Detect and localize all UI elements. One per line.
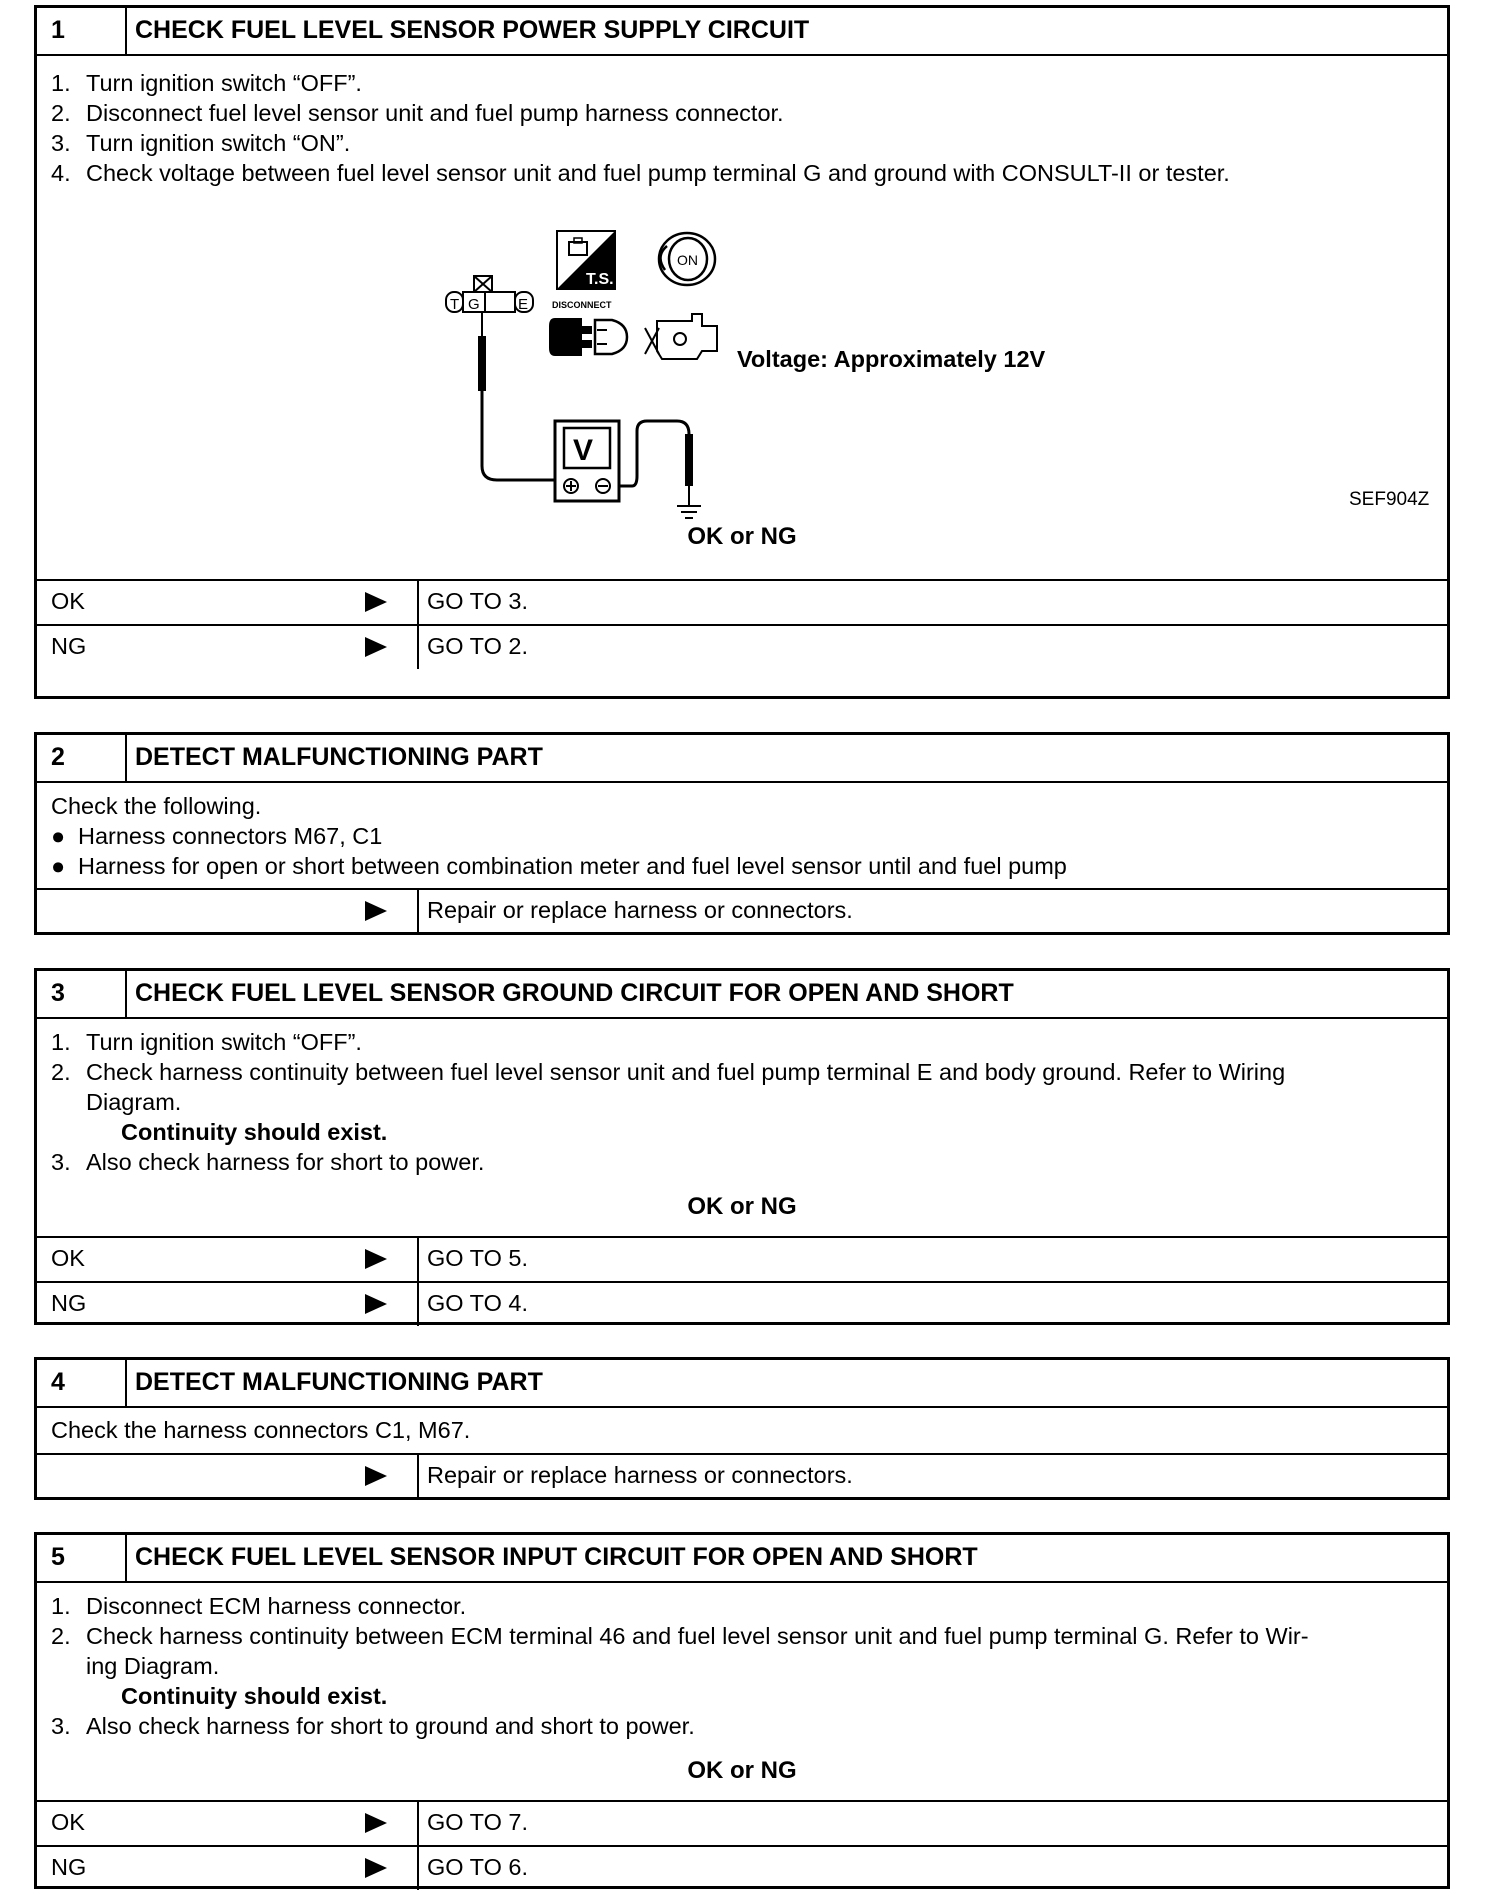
voltage-spec: Voltage: Approximately 12V xyxy=(737,346,1046,372)
arrow-icon xyxy=(365,1466,387,1486)
spec-text: Continuity should exist. xyxy=(121,1119,388,1145)
ok-or-ng-label: OK or NG xyxy=(687,1193,797,1220)
ok-or-ng-label: OK or NG xyxy=(687,1757,797,1784)
step-title: CHECK FUEL LEVEL SENSOR POWER SUPPLY CIRCUIT xyxy=(135,16,810,44)
step-body xyxy=(37,1408,1447,1453)
step-header xyxy=(37,735,1447,783)
result-label: OK xyxy=(51,1245,85,1271)
arrow-icon xyxy=(365,1858,387,1878)
step-number: 2 xyxy=(37,735,127,781)
instruction-item: 1. Turn ignition switch “OFF”. xyxy=(51,1029,362,1055)
arrow-icon xyxy=(365,1813,387,1833)
arrow-icon xyxy=(365,592,387,612)
result-action: GO TO 4. xyxy=(427,1290,528,1316)
step-body xyxy=(37,1583,1447,1800)
ground-symbol-icon xyxy=(677,506,701,518)
result-label: NG xyxy=(51,1854,87,1880)
result-label: NG xyxy=(51,1290,87,1316)
result-action: Repair or replace harness or connectors. xyxy=(427,897,853,923)
step-number: 4 xyxy=(37,1360,127,1406)
result-row xyxy=(37,1800,1447,1845)
step-2-box xyxy=(34,732,1450,935)
terminal-g: G xyxy=(468,296,480,313)
bullet-item: ● Harness connectors M67, C1 xyxy=(51,823,383,849)
ts-label: T.S. xyxy=(586,271,614,288)
instruction-item: 2. Disconnect fuel level sensor unit and fuel pump harness connector. xyxy=(51,100,784,126)
step-body xyxy=(37,1019,1447,1236)
instruction-item: 3. Also check harness for short to power. xyxy=(51,1149,485,1175)
terminal-t: T xyxy=(450,296,460,313)
key-on-label: ON xyxy=(677,252,698,268)
step-3-box xyxy=(34,968,1450,1325)
step-header xyxy=(37,8,1447,56)
result-row xyxy=(37,1845,1447,1890)
result-row xyxy=(37,1281,1447,1326)
disconnect-label: DISCONNECT xyxy=(552,300,612,310)
step-header xyxy=(37,1535,1447,1583)
disconnect-connector-icon xyxy=(549,318,627,356)
result-row xyxy=(37,624,1447,669)
step-header xyxy=(37,971,1447,1019)
step-5-box xyxy=(34,1532,1450,1889)
terminal-e: E xyxy=(518,296,529,313)
intro-text: Check the harness connectors C1, M67. xyxy=(51,1417,471,1443)
instruction-continuation: Diagram. xyxy=(86,1089,182,1115)
spec-text: Continuity should exist. xyxy=(121,1683,388,1709)
instruction-item: 3. Also check harness for short to ground and short to power. xyxy=(51,1713,695,1739)
step-number: 5 xyxy=(37,1535,127,1581)
instruction-item: 2. Check harness continuity between fuel level sensor unit and fuel pump terminal E and body ground. Refer to Wiring xyxy=(51,1059,1286,1085)
arrow-icon xyxy=(365,1249,387,1269)
step-header xyxy=(37,1360,1447,1408)
instruction-item: 4. Check voltage between fuel level sensor unit and fuel pump terminal G and ground with CONSULT-II or tester. xyxy=(51,160,1230,186)
step-1-box xyxy=(34,5,1450,699)
result-row xyxy=(37,888,1447,933)
ok-or-ng-label: OK or NG xyxy=(687,523,797,550)
instruction-item: 2. Check harness continuity between ECM terminal 46 and fuel level sensor unit and fuel pump terminal G. Refer to Wir- xyxy=(51,1623,1309,1649)
arrow-icon xyxy=(365,1294,387,1314)
result-row xyxy=(37,1236,1447,1281)
engine-off-icon xyxy=(645,314,717,359)
result-label: OK xyxy=(51,1809,85,1835)
step-body xyxy=(37,56,1447,579)
result-label: NG xyxy=(51,633,87,659)
step-number: 3 xyxy=(37,971,127,1017)
arrow-icon xyxy=(365,637,387,657)
step-4-box xyxy=(34,1357,1450,1500)
result-label: OK xyxy=(51,588,85,614)
voltmeter-label: V xyxy=(573,434,594,467)
intro-text: Check the following. xyxy=(51,793,262,819)
instruction-item: 3. Turn ignition switch “ON”. xyxy=(51,130,351,156)
result-action: GO TO 2. xyxy=(427,633,528,659)
result-action: GO TO 7. xyxy=(427,1809,528,1835)
figure-code: SEF904Z xyxy=(1349,489,1430,510)
result-action: GO TO 3. xyxy=(427,588,528,614)
result-action: GO TO 5. xyxy=(427,1245,528,1271)
result-row xyxy=(37,579,1447,624)
step-title: CHECK FUEL LEVEL SENSOR INPUT CIRCUIT FOR OPEN AND SHORT xyxy=(135,1543,978,1571)
bullet-item: ● Harness for open or short between combination meter and fuel level sensor until and fuel pump xyxy=(51,853,1067,879)
voltage-check-diagram xyxy=(37,56,1447,576)
step-title: DETECT MALFUNCTIONING PART xyxy=(135,743,543,771)
result-action: GO TO 6. xyxy=(427,1854,528,1880)
step-body xyxy=(37,783,1447,888)
result-action: Repair or replace harness or connectors. xyxy=(427,1462,853,1488)
instruction-item: 1. Turn ignition switch “OFF”. xyxy=(51,70,362,96)
instruction-continuation: ing Diagram. xyxy=(86,1653,220,1679)
result-row xyxy=(37,1453,1447,1498)
arrow-icon xyxy=(365,901,387,921)
step-number: 1 xyxy=(37,8,127,54)
step-title: CHECK FUEL LEVEL SENSOR GROUND CIRCUIT FOR OPEN AND SHORT xyxy=(135,979,1014,1007)
step-title: DETECT MALFUNCTIONING PART xyxy=(135,1368,543,1396)
instruction-item: 1. Disconnect ECM harness connector. xyxy=(51,1593,467,1619)
